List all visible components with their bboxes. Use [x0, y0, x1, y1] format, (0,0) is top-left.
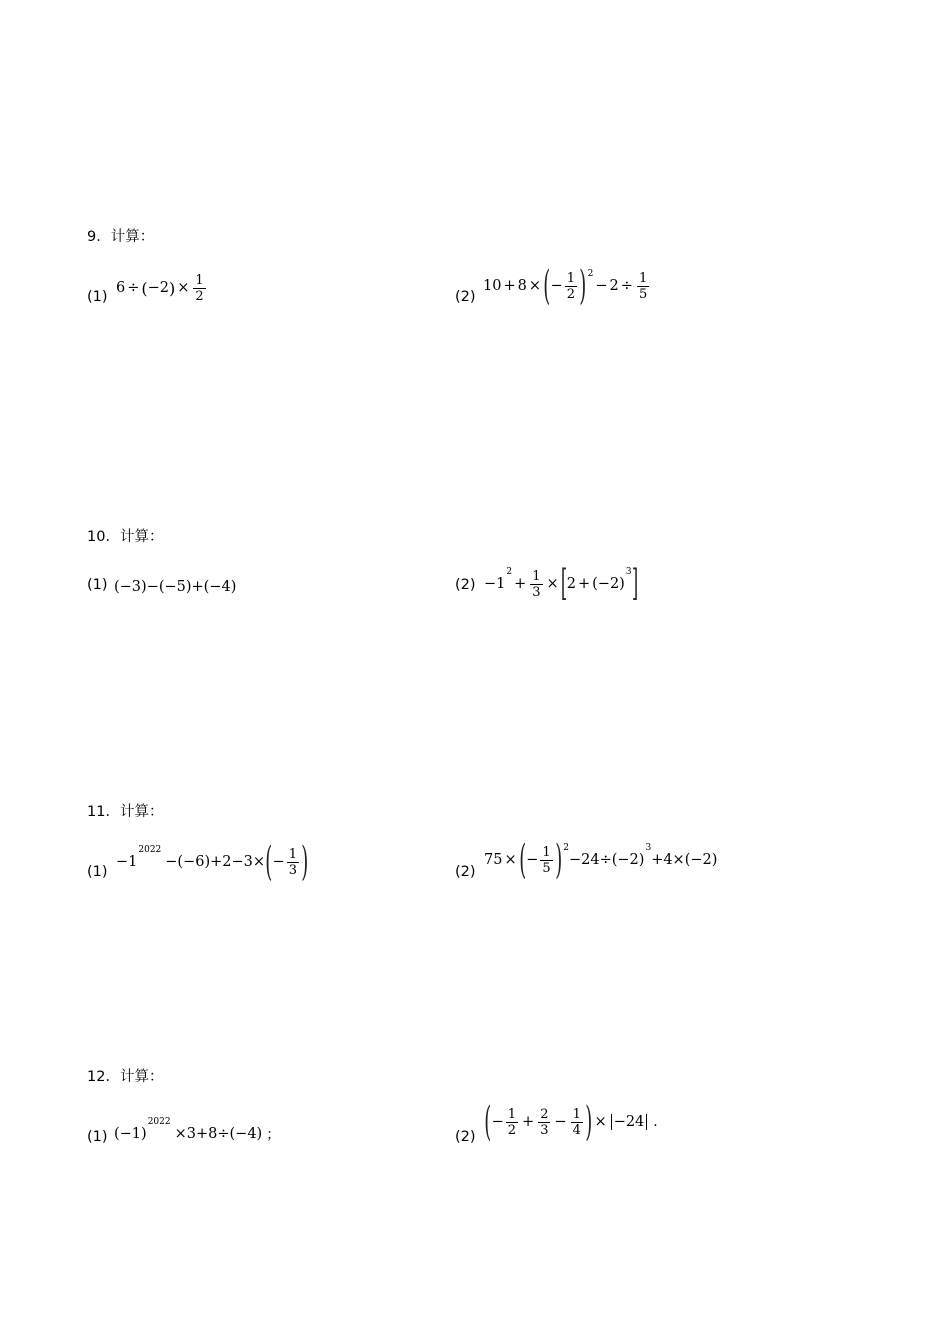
- q12-part2-label: (2): [455, 1129, 476, 1145]
- q11-part2-label: (2): [455, 864, 476, 880]
- q9-part1-expression: 6 ÷ ( −2 ) × $\frac{1}{2}$: [116, 272, 204, 304]
- question-12-title: 12．计算：: [87, 1069, 164, 1085]
- q11-part1-expression: −1 $^{2022}$ −(−6)+2−3× ( − $\frac{1}{3}$ ): [116, 839, 309, 885]
- q10-part2-expression: −1 $^2$ + $\frac{1}{3}$ × [ 2 + (−2) $^3$ ]: [484, 563, 638, 604]
- q12-part1-label: (1): [87, 1129, 108, 1145]
- q9-part2-expression: 10 + 8 × ( − $\frac{1}{2}$ ) $^2$ − 2 ÷ $\frac{1}{5}$: [483, 263, 648, 309]
- q9-part2-label: (2): [455, 289, 476, 305]
- q11-part2-expression: 75 × ( − $\frac{1}{5}$ ) $^2$ −24÷(−2) $^3$ +4×(−2): [484, 837, 718, 883]
- question-9-title: 9．计算：: [87, 229, 155, 245]
- q9-part1-fraction: $\frac{1}{2}$: [195, 272, 204, 304]
- q11-part1-label: (1): [87, 864, 108, 880]
- question-11-title: 11．计算：: [87, 804, 164, 820]
- q10-part1-label: (1): [87, 577, 108, 593]
- q9-part1-label: (1): [87, 289, 108, 305]
- question-10-title: 10．计算：: [87, 529, 164, 545]
- q10-part2-label: (2): [455, 577, 476, 593]
- q12-part2-expression: ( − $\frac{1}{2}$ + $\frac{2}{3}$ − $\frac{1}{4}$ ) × −24 .: [484, 1099, 658, 1145]
- q12-part1-expression: (−1) $^{2022}$ ×3+8÷(−4) ；: [114, 1117, 281, 1143]
- q10-part1-expression: (−3)−(−5)+(−4): [114, 579, 237, 595]
